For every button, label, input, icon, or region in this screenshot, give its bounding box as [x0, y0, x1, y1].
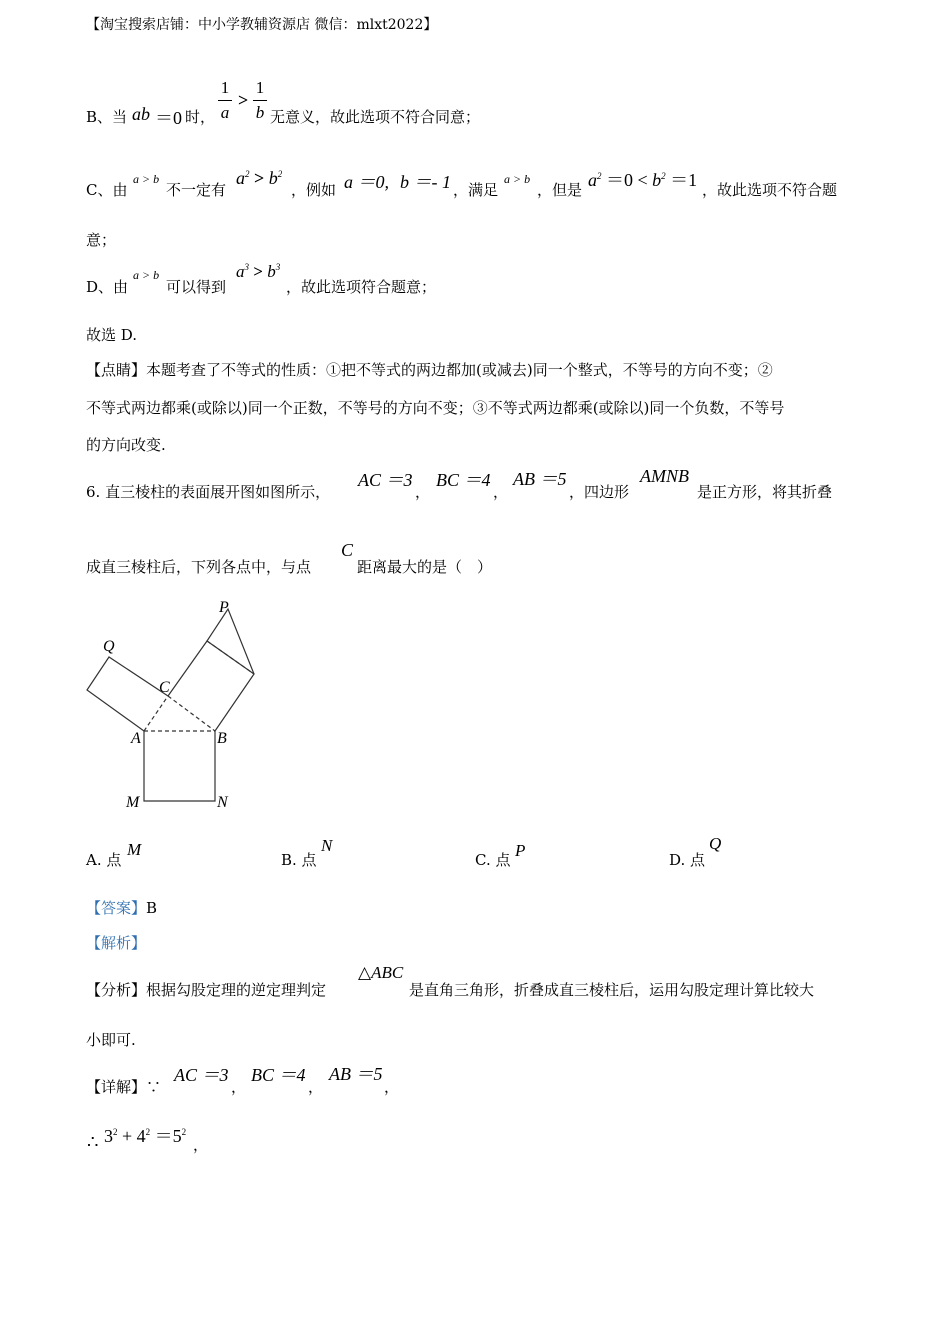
a-cubed-gt-b-cubed	[236, 262, 280, 282]
analysis-t2: 是直角三角形，折叠成直三棱柱后，运用勾股定理计算比较大	[409, 981, 815, 999]
q6-ab: AB ＝5	[513, 469, 567, 489]
gt-symbol: >	[238, 90, 249, 110]
fraction-1-over-a	[218, 78, 232, 123]
q6-t1: 6. 直三棱柱的表面展开图如图所示，	[86, 483, 331, 501]
var-a: a	[236, 262, 245, 281]
exp: 2	[145, 1127, 151, 1137]
fraction-1-over-b	[253, 78, 267, 123]
var-b: b	[652, 170, 662, 190]
option-d-label: D. 点	[669, 851, 706, 869]
header-note: 【淘宝搜索店铺：中小学教辅资源店 微信：mlxt2022】	[86, 17, 438, 33]
comment-line-2: 不等式两边都乘(或除以)同一个正数，不等号的方向不变；③不等式两边都乘(或除以)同一个负数，不等号	[86, 399, 785, 417]
segment-ac	[144, 696, 168, 731]
q6-c1: ，	[415, 483, 431, 501]
exp: 2	[113, 1127, 118, 1137]
q6-bc: BC ＝4	[436, 470, 491, 490]
option-a-label: A. 点	[86, 851, 122, 869]
exp: 3	[244, 262, 249, 272]
option-c-t4: ，但是	[537, 181, 583, 199]
rect-left	[87, 657, 168, 731]
answer-value: B	[146, 899, 158, 917]
option-c-label: C. 点	[475, 851, 511, 869]
example-b: b ＝- 1	[400, 172, 451, 192]
example-a: a ＝0,	[344, 172, 389, 192]
detail-end: ，	[193, 1136, 209, 1154]
frac-num: 1	[255, 78, 265, 97]
option-d-point: Q	[709, 834, 722, 853]
exp: 2	[277, 169, 283, 179]
eq: ＝	[150, 1126, 173, 1146]
q6-t3: 是正方形，将其折叠	[697, 483, 833, 501]
answer-line	[86, 897, 157, 918]
detail-c1: ，	[231, 1078, 247, 1096]
var-a: a	[588, 170, 597, 190]
analysis-tag-inner: 【分析】	[86, 981, 147, 999]
option-b-rest: 无意义，故此选项不符合同意；	[270, 108, 481, 126]
end: ＝1	[665, 170, 698, 190]
option-c-t1: 不一定有	[166, 181, 227, 199]
option-b-shi: 时，	[185, 108, 216, 126]
comment-line-3: 的方向改变.	[86, 436, 166, 454]
label-b: B	[217, 730, 227, 747]
exp: 2	[181, 1127, 187, 1137]
mid: ＝0 <	[601, 170, 653, 190]
square-amnb	[144, 731, 215, 801]
option-c-t2: ，例如	[291, 181, 337, 199]
exp: 2	[597, 171, 602, 181]
q6-c: C	[341, 540, 354, 560]
var-b: b	[267, 262, 276, 281]
detail-c2: ，	[308, 1078, 324, 1096]
option-d-t1: 可以得到	[166, 278, 227, 296]
base: 3	[104, 1126, 113, 1146]
condition-a-gt-b-2: a > b	[504, 172, 531, 186]
q6-ac: AC ＝3	[358, 470, 413, 490]
option-b-label: B. 点	[281, 851, 317, 869]
choose-d: 故选 D.	[86, 326, 138, 344]
segment-cb	[168, 696, 215, 731]
detail-bc: BC ＝4	[251, 1065, 306, 1085]
option-b-prefix: B、当	[86, 108, 128, 126]
analysis-tag: 【解析】	[86, 934, 147, 952]
gt: >	[249, 168, 269, 188]
label-q: Q	[103, 638, 115, 655]
label-a: A	[131, 730, 141, 747]
option-a-point: M	[127, 840, 142, 859]
analysis-prefix	[86, 979, 326, 1000]
prism-net-figure	[80, 595, 280, 815]
condition-a-gt-b-3: a > b	[133, 268, 160, 282]
label-p: P	[219, 599, 229, 616]
option-b-point: N	[321, 836, 333, 855]
analysis-t1: 根据勾股定理的逆定理判定	[146, 981, 327, 999]
detail-ab: AB ＝5	[329, 1064, 383, 1084]
triangle-abc: △ABC	[358, 963, 404, 982]
var-a: a	[236, 168, 245, 188]
base: 5	[172, 1126, 182, 1146]
option-d-t2: ，故此选项符合题意；	[286, 278, 437, 296]
option-c-t3: ，满足	[453, 181, 499, 199]
q6-t4: 成直三棱柱后，下列各点中，与点	[86, 558, 312, 576]
frac-den: a	[220, 103, 230, 122]
option-b-eq: ＝0	[155, 108, 182, 128]
option-c-t6: 意；	[86, 231, 117, 249]
option-c-point: P	[515, 841, 526, 860]
label-c: C	[159, 679, 170, 696]
base: 4	[136, 1126, 146, 1146]
triangle-p	[207, 609, 254, 674]
frac-den: b	[255, 103, 265, 122]
q6-t5: 距离最大的是（ ）	[357, 558, 493, 576]
analysis-t3: 小即可.	[86, 1031, 136, 1049]
exp: 2	[245, 169, 250, 179]
option-c-t5: ，故此选项不符合题	[702, 181, 838, 199]
exp: 3	[275, 262, 281, 272]
detail-c3: ，	[384, 1078, 400, 1096]
detail-tag: 【详解】∵	[86, 1078, 162, 1096]
q6-amnb: AMNB	[640, 466, 689, 486]
var-b: b	[268, 168, 278, 188]
option-c-prefix: C、由	[86, 181, 128, 199]
q6-t2: ，四边形	[569, 483, 630, 501]
rect-right	[168, 641, 254, 731]
detail-ac: AC ＝3	[174, 1065, 229, 1085]
label-n: N	[217, 794, 228, 811]
frac-num: 1	[220, 78, 230, 97]
a-squared-gt-b-squared	[236, 168, 282, 189]
q6-c2: ，	[493, 483, 509, 501]
condition-a-gt-b: a > b	[133, 172, 160, 186]
label-m: M	[126, 794, 140, 811]
comment-line-1: 【点睛】本题考查了不等式的性质：①把不等式的两边都加(或减去)同一个整式，不等号的方向不变；②	[86, 361, 773, 379]
gt: >	[249, 262, 268, 281]
answer-tag: 【答案】	[86, 899, 147, 917]
option-d-prefix: D、由	[86, 278, 129, 296]
counter-example	[588, 166, 697, 192]
therefore-symbol: ∴	[87, 1132, 99, 1153]
pythagorean-equation	[104, 1122, 186, 1148]
plus: +	[117, 1126, 137, 1146]
exp: 2	[661, 171, 666, 181]
option-b-ab: ab	[132, 104, 150, 124]
